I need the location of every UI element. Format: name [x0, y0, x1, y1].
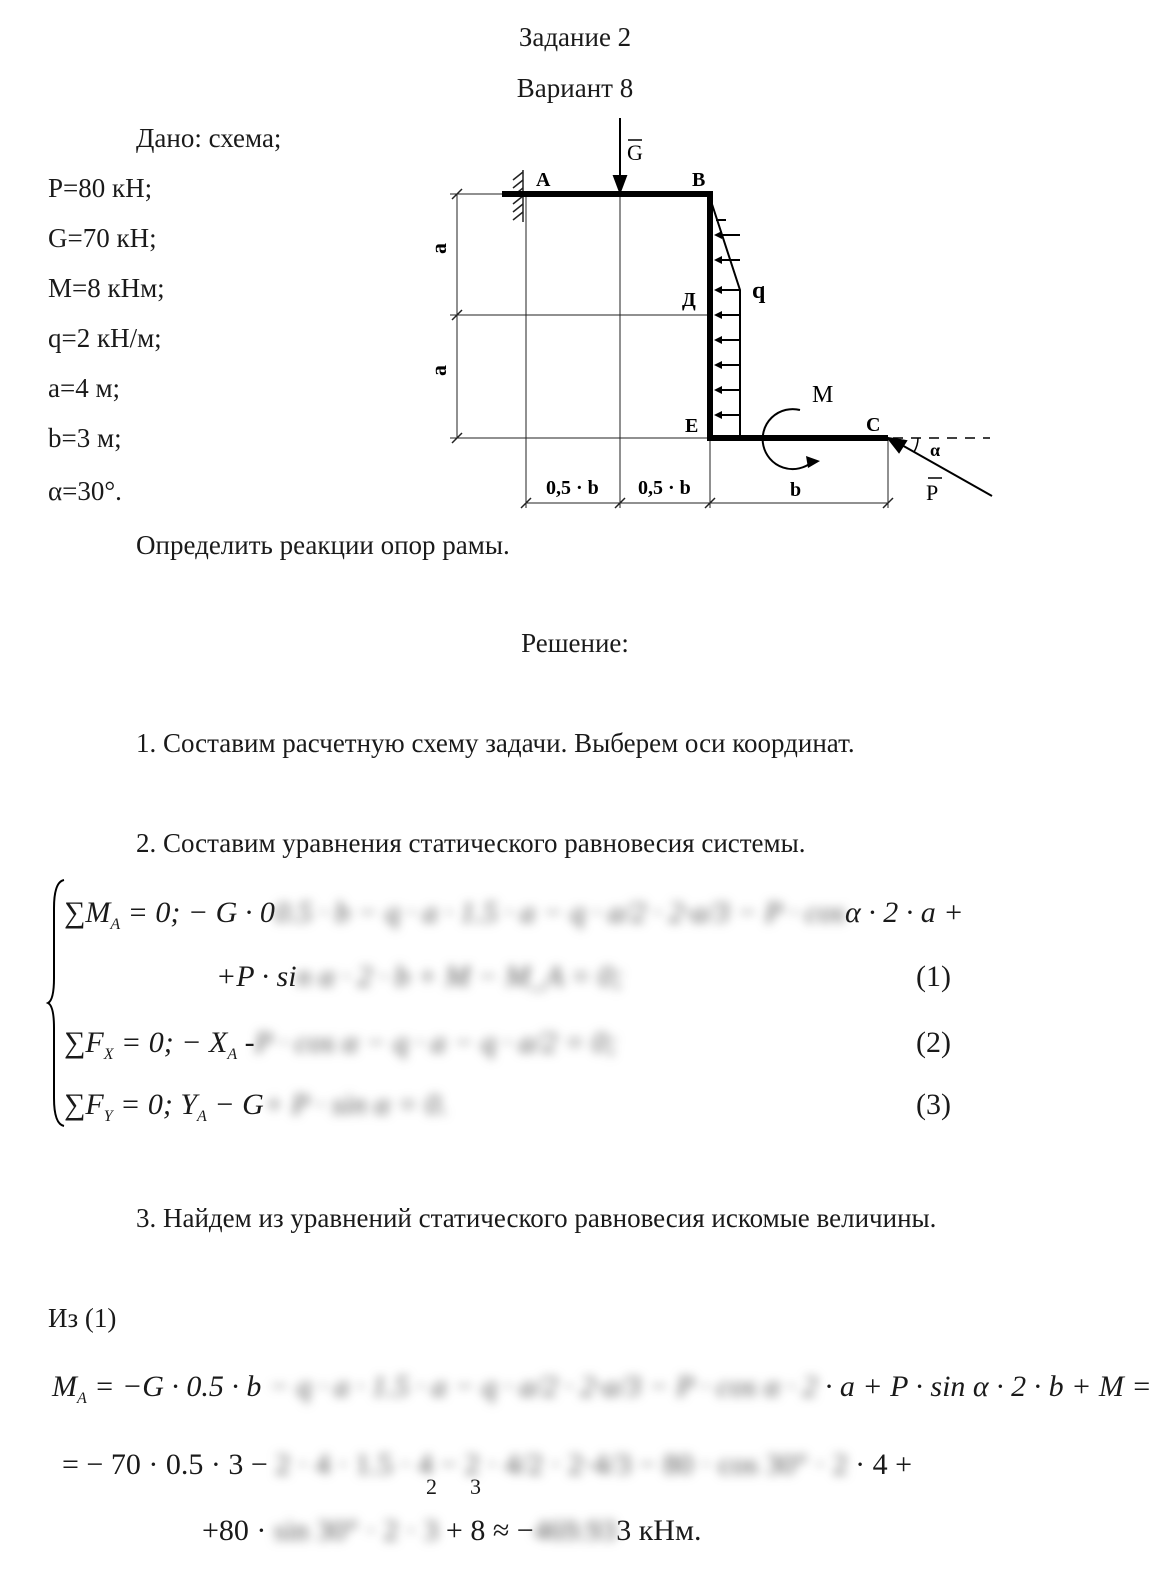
step-3: 3. Найдем из уравнений статического равновесия искомые величины. — [136, 1203, 937, 1233]
equation-1-line-1: $\sum M_A = 0$; − G · 00.5 · b − q · a · 1.5 · a − q · a/2 · 2·a/3 − P · cosα · 2 · a + — [64, 896, 964, 933]
from-equation-1: Из (1) — [48, 1303, 117, 1333]
label-p: P — [926, 480, 939, 505]
force-g-arrow — [614, 118, 626, 192]
step-2: 2. Составим уравнения статического равновесия системы. — [136, 828, 806, 858]
equation-2-number: (2) — [916, 1026, 951, 1059]
given-a: a=4 м; — [48, 373, 121, 403]
eq1-hidden: 0.5 · b − q · a · 1.5 · a − q · a/2 · 2·a/3 − P · cos — [274, 896, 846, 929]
frame-diagram — [420, 110, 1020, 520]
given-b: b=3 м; — [48, 423, 122, 453]
task-title: Задание 2 — [518, 22, 632, 52]
numeric-line-2: +80 · sin 30° · 2 · 3 + 8 ≈ −469.933 кНм. — [202, 1514, 702, 1547]
given-alpha: α=30°. — [48, 476, 122, 506]
equation-3-number: (3) — [916, 1088, 951, 1121]
label-c: C — [866, 414, 881, 436]
label-g: G — [627, 140, 643, 165]
equation-2: $\sum F_X = 0$; − $X_A$ -P · cos α − q · a − q · a/2 = 0; — [64, 1026, 618, 1063]
dim-b: b — [790, 479, 802, 501]
label-d: Д — [682, 289, 696, 311]
step-1: 1. Составим расчетную схему задачи. Выберем оси координат. — [136, 728, 855, 758]
task-statement: Определить реакции опор рамы. — [136, 530, 510, 560]
given-intro: Дано: схема; — [136, 123, 282, 153]
dim-half-b-1: 0,5 · b — [546, 477, 599, 499]
given-p: P=80 кН; — [48, 173, 153, 203]
label-a-lower: a — [426, 365, 451, 376]
equation-1-number: (1) — [916, 960, 951, 993]
label-a-upper: a — [426, 243, 451, 254]
given-q: q=2 кН/м; — [48, 323, 162, 353]
label-alpha: α — [930, 440, 941, 460]
label-a: A — [536, 169, 551, 191]
label-e: E — [685, 415, 699, 437]
label-m: M — [812, 382, 834, 408]
given-m: M=8 кНм; — [48, 273, 165, 303]
equation-1-line-2: +P · sin α · 2 · b + M − M_A = 0; — [216, 960, 624, 993]
variant-title: Вариант 8 — [516, 73, 634, 103]
given-g: G=70 кН; — [48, 223, 157, 253]
equation-3: $\sum F_Y = 0$; $Y_A - G+ P \cdot \sin \alpha = 0$. — [64, 1088, 448, 1125]
numeric-line-1: = − 70 · 0.5 · 3 − 2 · 4 · 1.5 · 4 − 2 · 4/2 · 2·4/3 − 80 · cos 30° · 2 · 4 + — [62, 1448, 913, 1481]
ma-expression: $M_A = -G \cdot 0.5 \cdot b - q \cdot a \cdot 1.5 \cdot a - q \cdot a/2 \cdot 2\cdot a/3 - P \cdot \cos \alpha \cdot 2 \cdot a + P \cdot \sin \alpha \cdot 2 \cdot b + M$ = — [52, 1370, 1152, 1407]
eq1-body: = 0; − G · 0 — [127, 896, 275, 929]
solution-heading: Решение: — [521, 628, 629, 658]
eq1-tail: α · 2 · a + — [845, 896, 964, 929]
label-q: q — [752, 278, 766, 304]
fraction-denominators: 2 3 — [426, 1474, 481, 1499]
distributed-load-q — [710, 198, 740, 438]
label-b: B — [692, 169, 706, 191]
dim-half-b-2: 0,5 · b — [638, 477, 691, 499]
eq1-sum: ∑M — [64, 896, 111, 929]
